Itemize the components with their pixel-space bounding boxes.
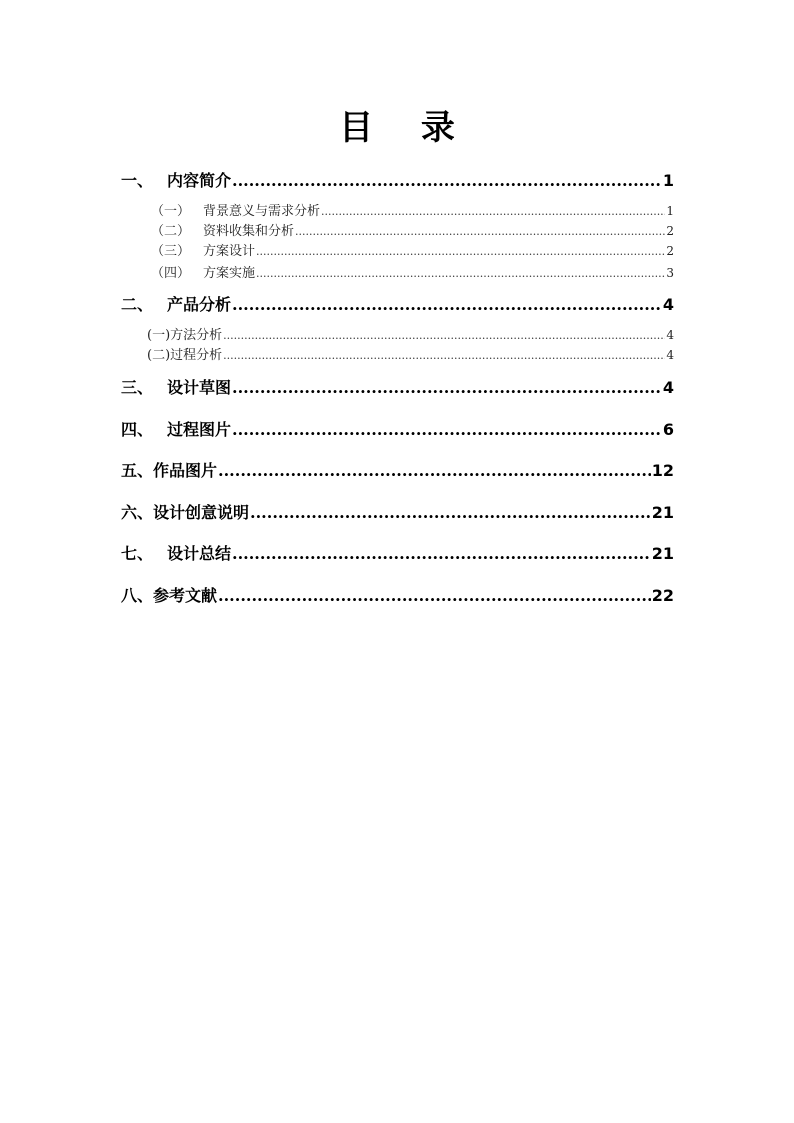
toc-entry-text: 产品分析 bbox=[167, 295, 232, 314]
toc-entry-number: （三） bbox=[151, 244, 191, 259]
toc-entry-page: 4 bbox=[662, 295, 674, 314]
toc-entry-section-5[interactable] bbox=[121, 460, 674, 482]
toc-entry-page: 4 bbox=[666, 328, 674, 342]
toc-entry-section-8[interactable] bbox=[121, 585, 674, 607]
toc-entry-text: 资料收集和分析 bbox=[203, 224, 295, 239]
toc-entry-number: 二、 bbox=[121, 295, 154, 314]
toc-entry-subsection-2-2[interactable] bbox=[147, 346, 674, 364]
toc-dot-leader bbox=[232, 377, 662, 399]
toc-dot-leader bbox=[232, 170, 662, 192]
toc-entry-section-4[interactable] bbox=[121, 419, 674, 441]
toc-entry-page: 1 bbox=[666, 204, 674, 218]
toc-entry-text: 作品图片 bbox=[153, 461, 218, 480]
toc-entry-page: 12 bbox=[651, 461, 674, 480]
toc-entry-section-3[interactable] bbox=[121, 377, 674, 399]
toc-dot-leader bbox=[223, 327, 665, 345]
toc-entry-page: 21 bbox=[651, 544, 674, 563]
toc-entry-section-1[interactable] bbox=[121, 170, 674, 192]
toc-entry-page: 6 bbox=[662, 420, 674, 439]
toc-entry-section-6[interactable] bbox=[121, 502, 674, 524]
toc-entry-text: 过程分析 bbox=[170, 348, 223, 363]
toc-dot-leader bbox=[232, 419, 662, 441]
toc-entry-page: 4 bbox=[662, 378, 674, 397]
toc-entry-number: 八、 bbox=[121, 586, 154, 605]
toc-entry-text: 背景意义与需求分析 bbox=[203, 204, 321, 219]
toc-dot-leader bbox=[295, 223, 665, 241]
toc-entry-page: 3 bbox=[666, 266, 674, 280]
toc-entry-text: 设计草图 bbox=[167, 378, 232, 397]
toc-entry-page: 2 bbox=[666, 244, 674, 258]
toc-entry-page: 4 bbox=[666, 348, 674, 362]
toc-entry-section-7[interactable] bbox=[121, 543, 674, 565]
toc-entry-number: 一、 bbox=[121, 171, 154, 190]
toc-dot-leader bbox=[256, 243, 665, 261]
toc-entry-subsection-1-2[interactable] bbox=[151, 222, 674, 240]
toc-entry-number: (二) bbox=[147, 348, 171, 363]
toc-entry-subsection-1-4[interactable] bbox=[151, 264, 674, 282]
toc-dot-leader bbox=[218, 585, 651, 607]
toc-entry-text: 方案实施 bbox=[203, 266, 256, 281]
toc-entry-number: （四） bbox=[151, 266, 191, 281]
toc-entry-section-2[interactable] bbox=[121, 294, 674, 316]
toc-dot-leader bbox=[232, 543, 651, 565]
toc-entry-number: （二） bbox=[151, 224, 191, 239]
toc-entry-text: 方法分析 bbox=[170, 328, 223, 343]
toc-dot-leader bbox=[250, 502, 651, 524]
toc-entry-page: 22 bbox=[651, 586, 674, 605]
toc-entry-text: 参考文献 bbox=[153, 586, 218, 605]
toc-entry-text: 内容简介 bbox=[167, 171, 232, 190]
toc-entry-page: 21 bbox=[651, 503, 674, 522]
toc-entry-number: 四、 bbox=[121, 420, 154, 439]
toc-dot-leader bbox=[256, 265, 665, 283]
toc-entry-text: 设计总结 bbox=[167, 544, 232, 563]
toc-entry-page: 2 bbox=[666, 224, 674, 238]
toc-entry-text: 设计创意说明 bbox=[153, 503, 250, 522]
toc-dot-leader bbox=[321, 203, 665, 221]
toc-title: 目 录 bbox=[339, 108, 473, 148]
toc-entry-number: (一) bbox=[147, 328, 171, 343]
toc-entry-number: 七、 bbox=[121, 544, 154, 563]
toc-entry-subsection-1-3[interactable] bbox=[151, 242, 674, 260]
toc-entry-page: 1 bbox=[662, 171, 674, 190]
toc-entry-number: 六、 bbox=[121, 503, 154, 522]
toc-entry-text: 过程图片 bbox=[167, 420, 232, 439]
toc-entry-subsection-1-1[interactable] bbox=[151, 202, 674, 220]
toc-entry-number: 五、 bbox=[121, 461, 154, 480]
toc-entry-subsection-2-1[interactable] bbox=[147, 326, 674, 344]
toc-entry-number: 三、 bbox=[121, 378, 154, 397]
toc-dot-leader bbox=[232, 294, 662, 316]
toc-entry-text: 方案设计 bbox=[203, 244, 256, 259]
toc-dot-leader bbox=[223, 347, 665, 365]
toc-dot-leader bbox=[218, 460, 651, 482]
toc-entry-number: （一） bbox=[151, 204, 191, 219]
